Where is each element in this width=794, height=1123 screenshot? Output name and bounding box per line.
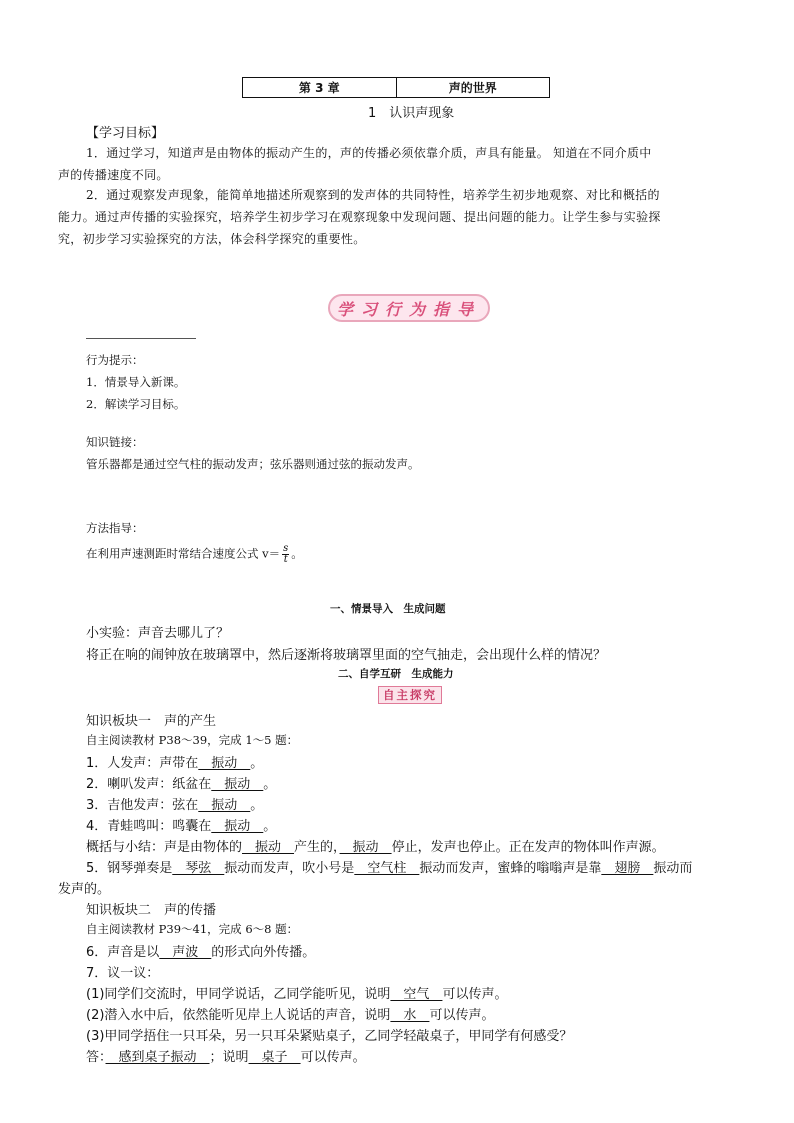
section-2-heading: 二、自学互研 生成能力 — [338, 668, 454, 680]
objectives-heading: 【学习目标】 — [86, 126, 165, 141]
answer-blank[interactable]: 空气 — [390, 987, 443, 1002]
answer-blank[interactable]: 水 — [390, 1008, 430, 1023]
method-label: 方法指导： — [86, 521, 144, 535]
objective-2-line1: 2．通过观察发声现象，能简单地描述所观察到的发声体的共同特性，培养学生初步地观察、对比和概括的 — [86, 188, 660, 202]
question-7-3: (3)甲同学捂住一只耳朵，另一只耳朵紧贴桌子，乙同学轻敲桌子，甲同学有何感受？ — [86, 1029, 573, 1044]
section-1-heading: 一、情景导入 生成问题 — [330, 603, 446, 615]
question-6: 6．声音是以 声波 的形式向外传播。 — [86, 945, 316, 960]
answer-blank[interactable]: 振动 — [198, 798, 251, 813]
objective-2-line3: 究，初步学习实验探究的方法，体会科学探究的重要性。 — [58, 232, 366, 246]
answer-blank[interactable]: 振动 — [211, 777, 264, 792]
reading-instruction-2: 自主阅读教材 P39～41，完成 6～8 题： — [86, 922, 299, 936]
learning-guide-banner: 学习行为指导 — [328, 294, 490, 322]
question-3: 3．吉他发声：弦在 振动 。 — [86, 798, 264, 813]
section-1-line2: 将正在响的闹钟放在玻璃罩中，然后逐渐将玻璃罩里面的空气抽走，会出现什么样的情况？ — [86, 648, 607, 663]
method-text-end: 。 — [291, 546, 303, 561]
objective-2-line2: 能力。通过声传播的实验探究，培养学生初步学习在观察现象中发现问题、提出问题的能力。让学生参与实验探 — [58, 210, 661, 224]
answer-blank[interactable]: 振动 — [339, 840, 392, 855]
method-text — [86, 544, 303, 565]
summary-line: 概括与小结：声是由物体的 振动 产生的， 振动 停止，发声也停止。正在发声的物体叫作声源。 — [86, 840, 665, 855]
question-7: 7．议一议： — [86, 966, 160, 981]
knowledge-block-1: 知识板块一 声的产生 — [86, 714, 217, 729]
answer-blank[interactable]: 翅膀 — [601, 861, 654, 876]
tips-label: 行为提示： — [86, 353, 144, 367]
answer-blank[interactable]: 声波 — [159, 945, 212, 960]
reading-instruction-1: 自主阅读教材 P38～39，完成 1～5 题： — [86, 733, 299, 747]
answer-blank[interactable]: 琴弦 — [172, 861, 225, 876]
knowledge-link-text: 管乐器都是通过空气柱的振动发声；弦乐器则通过弦的振动发声。 — [86, 457, 420, 471]
objective-1-line1: 1．通过学习，知道声是由物体的振动产生的，声的传播必须依靠介质，声具有能量。 知道在不同介质中 — [86, 146, 652, 160]
fraction-numerator: s — [283, 543, 289, 554]
question-5-line2: 发声的。 — [58, 882, 111, 897]
tip-2: 2．解读学习目标。 — [86, 397, 186, 411]
answer-blank[interactable]: 桌子 — [248, 1050, 301, 1065]
objective-1-line2: 声的传播速度不同。 — [58, 168, 169, 182]
answer-blank[interactable]: 振动 — [198, 756, 251, 771]
chapter-number: 第 3 章 — [243, 78, 397, 97]
knowledge-link-label: 知识链接： — [86, 435, 144, 449]
question-5-line1: 5．钢琴弹奏是 琴弦 振动而发声，吹小号是 空气柱 振动而发声，蜜蜂的嗡嗡声是靠 翅膀 振动而 — [86, 861, 693, 876]
chapter-title: 声的世界 — [448, 81, 497, 95]
divider-line — [86, 338, 196, 339]
speed-formula-fraction — [282, 544, 289, 565]
question-7-2: (2)潜入水中后，依然能听见岸上人说话的声音，说明 水 可以传声。 — [86, 1008, 495, 1023]
answer-7-3: 答： 感到桌子振动 ；说明 桌子 可以传声。 — [86, 1050, 366, 1065]
question-7-1: (1)同学们交流时，甲同学说话，乙同学能听见，说明 空气 可以传声。 — [86, 987, 508, 1002]
knowledge-block-2: 知识板块二 声的传播 — [86, 903, 217, 918]
answer-blank[interactable]: 振动 — [242, 840, 295, 855]
chapter-header-table — [242, 77, 550, 98]
question-2: 2．喇叭发声：纸盆在 振动 。 — [86, 777, 277, 792]
answer-blank[interactable]: 感到桌子振动 — [105, 1050, 210, 1065]
answer-blank[interactable]: 振动 — [211, 819, 264, 834]
lesson-subtitle: 1 认识声现象 — [368, 106, 455, 121]
tip-1: 1．情景导入新课。 — [86, 375, 186, 389]
section-1-line1: 小实验：声音去哪儿了？ — [86, 626, 230, 641]
answer-blank[interactable]: 空气柱 — [354, 861, 420, 876]
question-1: 1．人发声：声带在 振动 。 — [86, 756, 264, 771]
fraction-denominator: t — [283, 554, 288, 565]
self-study-tag: 自主探究 — [378, 686, 442, 704]
method-text-body: 在利用声速测距时常结合速度公式 v＝ — [86, 546, 281, 561]
question-4: 4．青蛙鸣叫：鸣囊在 振动 。 — [86, 819, 277, 834]
